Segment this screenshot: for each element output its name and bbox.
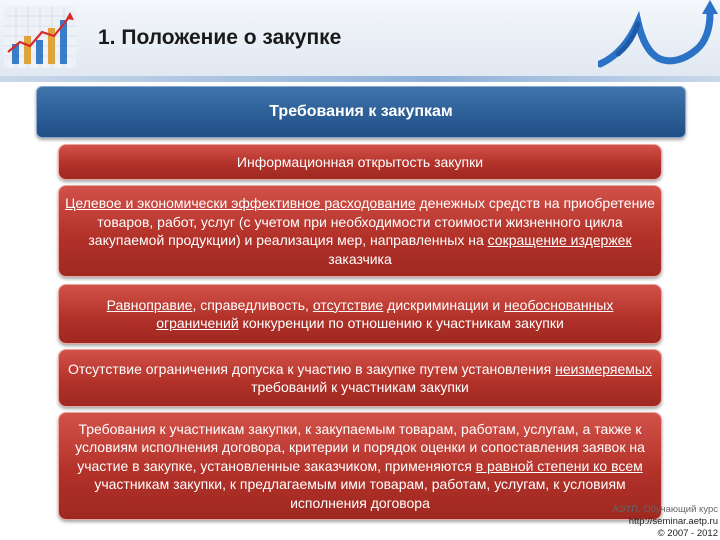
- brand-swoosh-icon: [598, 0, 720, 82]
- requirement-text: [65, 420, 655, 513]
- requirements-heading-box: [36, 86, 686, 138]
- text-segment: Информационная открытость закупки: [236, 153, 484, 170]
- text-segment: Отсутствие ограничения допуска к участию в закупке путем установления: [68, 360, 556, 377]
- underlined-phrase: сокращение издержек: [487, 232, 632, 248]
- requirement-item: [58, 185, 662, 277]
- text-segment: участникам закупки, к предлагаемым ими товарам, работам, услугам, к условиям исполнения договора: [94, 476, 626, 511]
- text-segment: конкуренции по отношению к участникам закупки: [238, 315, 564, 331]
- text-segment: заказчика: [328, 250, 392, 267]
- requirements-heading: Требования к закупкам: [269, 103, 453, 120]
- slide-title: 1. Положение о закупке: [98, 26, 342, 49]
- underlined-phrase: необоснованных ограничений: [156, 296, 614, 331]
- requirement-item: [58, 144, 662, 180]
- footer-course: АЭТП. Обучающий курс: [612, 504, 718, 515]
- underlined-phrase: в равной степени ко всем: [475, 457, 643, 474]
- requirement-text: [65, 360, 655, 397]
- text-segment: дискриминации и: [383, 296, 505, 313]
- footer-credits: [612, 504, 718, 540]
- requirement-text: [65, 194, 655, 268]
- requirement-text: [65, 296, 655, 333]
- growth-chart-icon: [4, 6, 76, 68]
- text-segment: денежных средств на приобретение товаров, работ, услуг (с учетом при необходимости стоимости жизненного цикла закупаемой продукции) и реализация мер, направленных на: [88, 195, 655, 248]
- text-segment: , справедливость,: [192, 296, 313, 313]
- requirement-item: [58, 349, 662, 407]
- requirement-item: [58, 412, 662, 520]
- underlined-phrase: Целевое и экономически эффективное расходование: [65, 195, 416, 211]
- underlined-phrase: отсутствие: [312, 296, 384, 313]
- underlined-phrase: Равноправие: [106, 296, 193, 313]
- text-segment: Требования к участникам закупки, к закупаемым товарам, работам, услугам, а также к условиям исполнения договора, критерии и порядок оценки и сопоставления заявок на участие в закупке, установленные заказчиком, применяются: [75, 420, 645, 474]
- underlined-phrase: неизмеряемых: [555, 360, 652, 377]
- requirement-item: [58, 284, 662, 344]
- requirement-text: [237, 153, 483, 172]
- text-segment: требований к участникам закупки: [251, 379, 469, 395]
- footer-link[interactable]: http://seminar.aetp.ru: [628, 516, 718, 527]
- footer-copyright: © 2007 - 2012: [657, 528, 718, 539]
